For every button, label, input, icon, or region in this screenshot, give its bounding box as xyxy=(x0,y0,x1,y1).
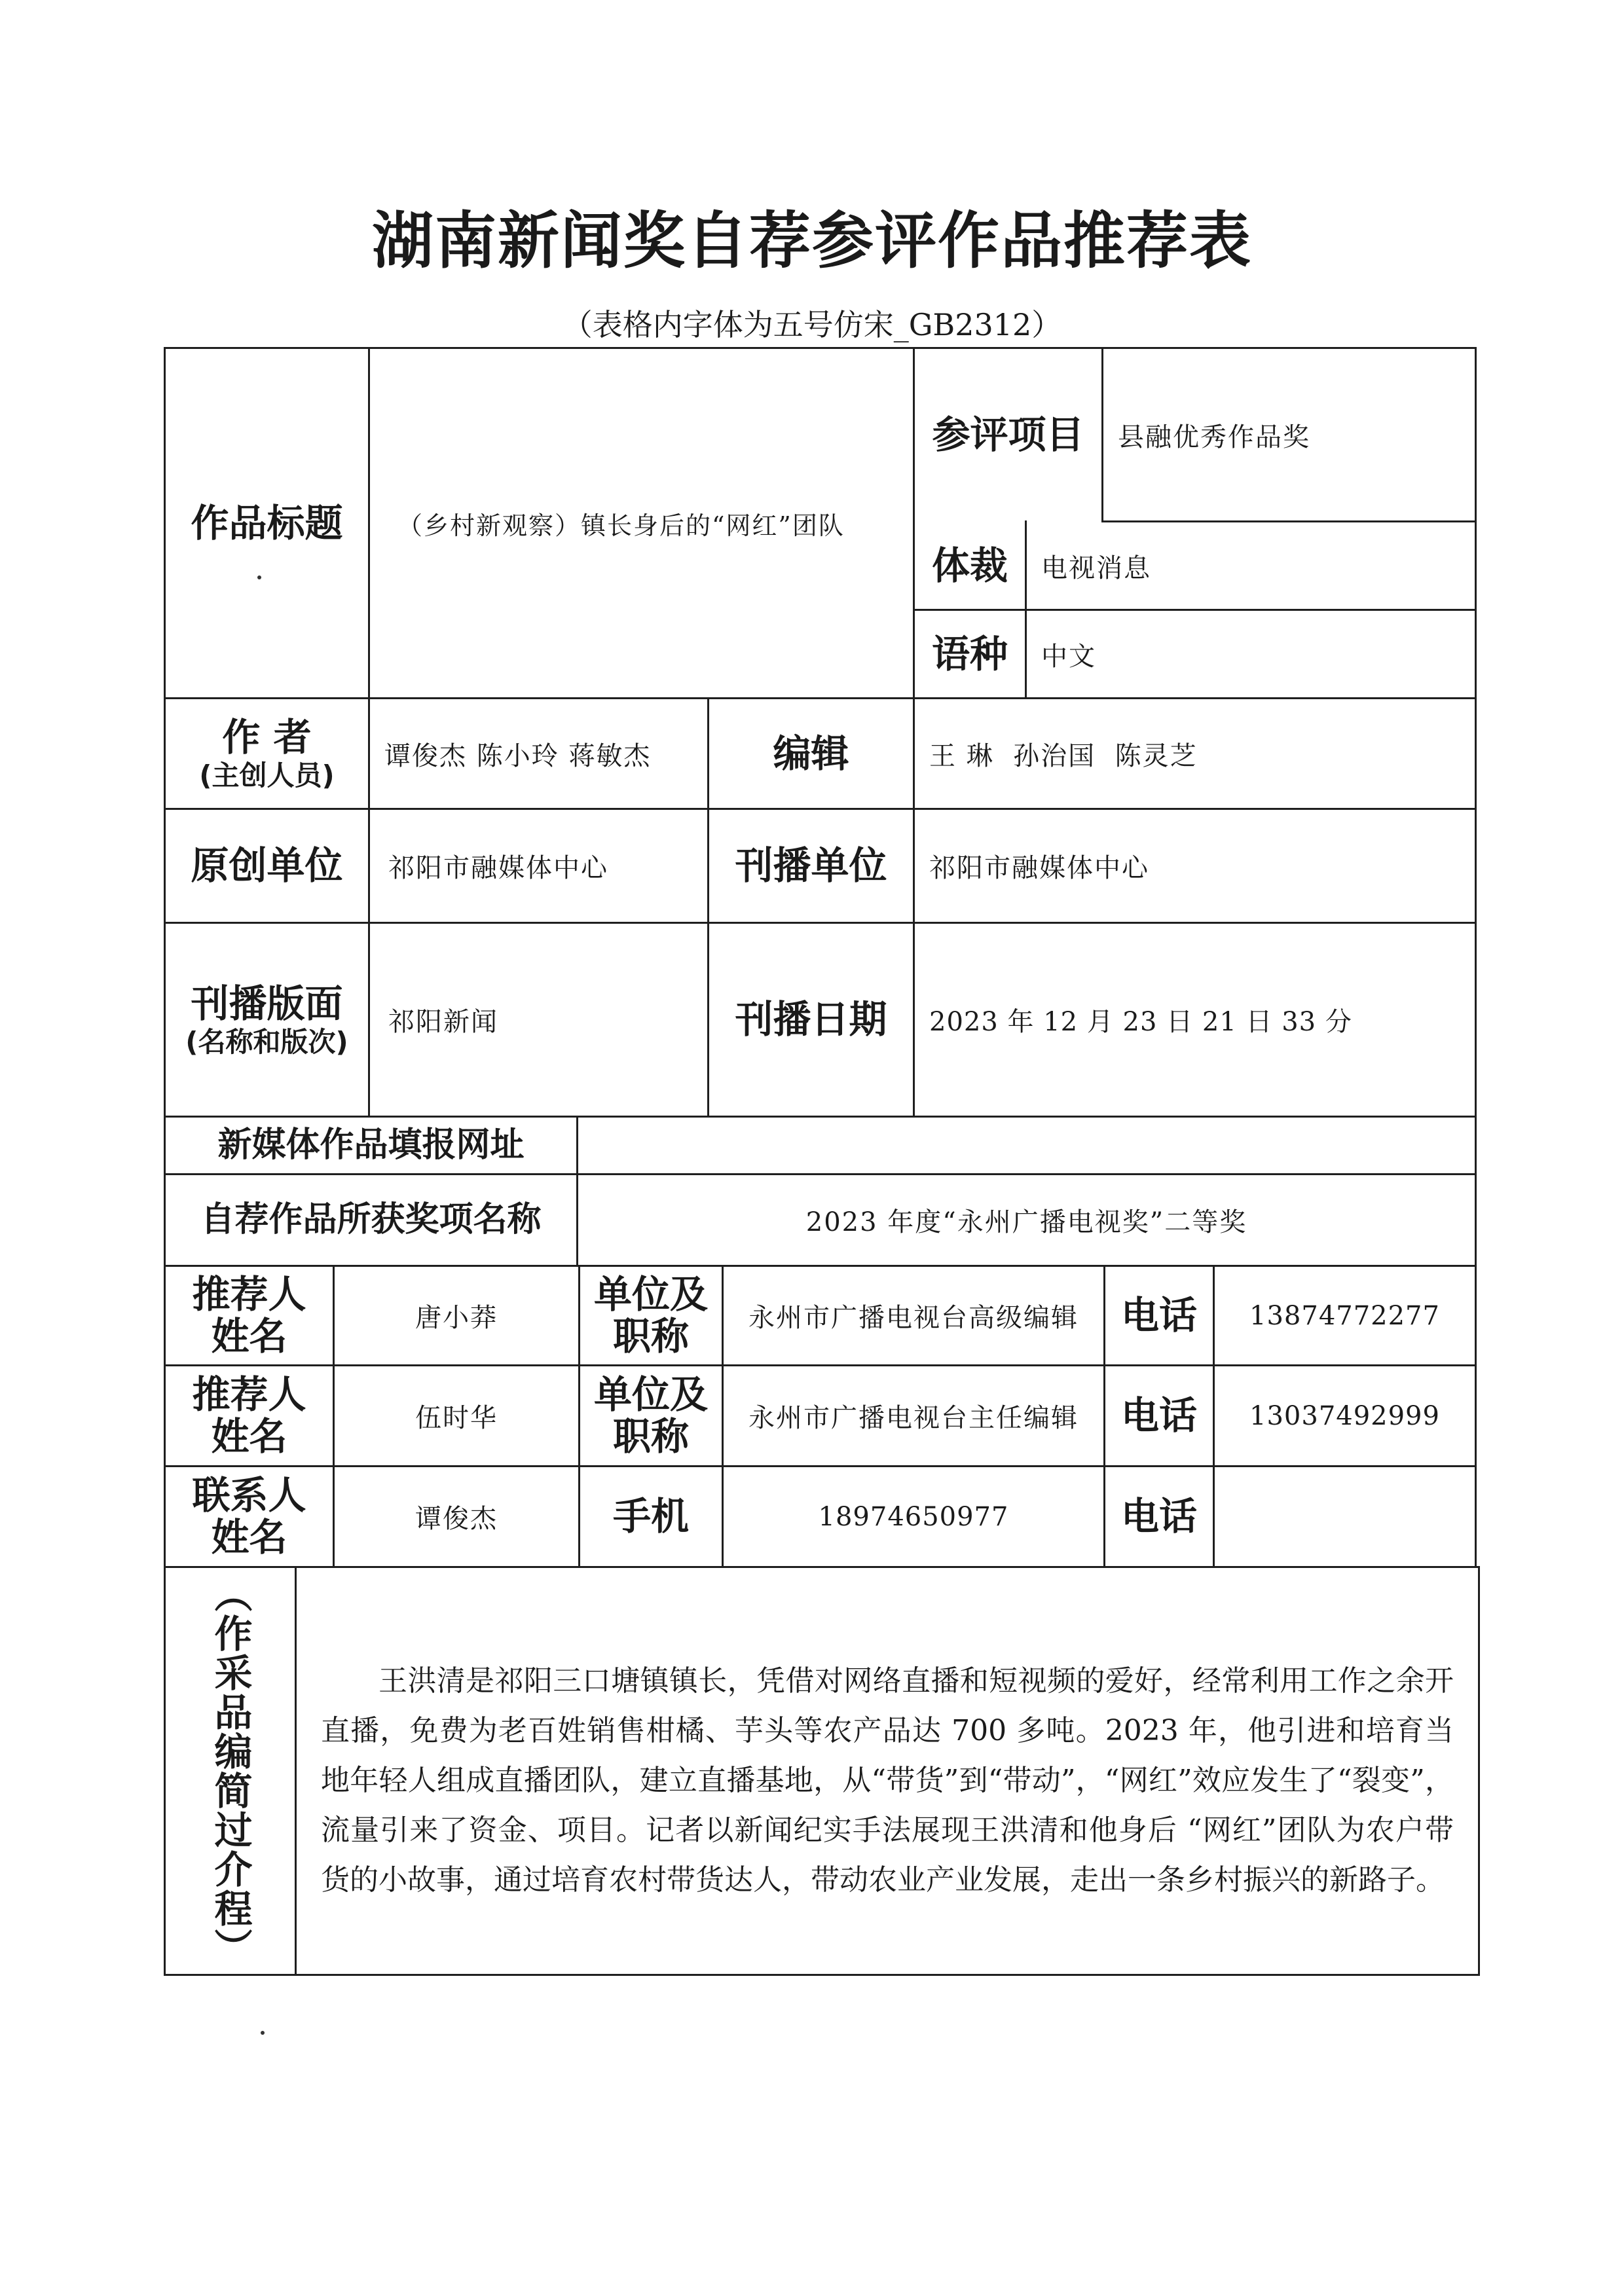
recommender-2-phone-label: 电话 xyxy=(1120,1393,1197,1438)
origin-unit-value: 祁阳市融媒体中心 xyxy=(388,853,608,883)
recommender-2-position: 永州市广播电视台主任编辑 xyxy=(748,1403,1079,1433)
publish-date-label: 刊播日期 xyxy=(735,997,887,1042)
award-value: 2023 年度“永州广播电视奖”二等奖 xyxy=(805,1207,1247,1237)
contact-name-label: 联系人姓名 xyxy=(192,1472,306,1559)
process-label: （作采品编简过介程） xyxy=(208,1575,253,1967)
category-label: 参评项目 xyxy=(932,412,1084,457)
recommender-2-name-label: 推荐人姓名 xyxy=(192,1372,306,1459)
scan-speck xyxy=(261,2031,265,2035)
editor-label: 编辑 xyxy=(773,731,849,776)
publish-page-sublabel: (名称和版次) xyxy=(185,1025,348,1058)
author-sublabel: (主创人员) xyxy=(199,759,335,792)
publish-page-value: 祁阳新闻 xyxy=(388,1007,498,1037)
contact-name: 谭俊杰 xyxy=(415,1504,498,1534)
scan-speck xyxy=(257,575,261,579)
recommender-2-phone: 13037492999 xyxy=(1249,1400,1440,1431)
genre-label: 体裁 xyxy=(931,543,1008,588)
work-title-value: （乡村新观察）镇长身后的“网红”团队 xyxy=(397,511,845,540)
genre-value: 电视消息 xyxy=(1041,553,1151,583)
publish-date-value: 2023 年 12 月 23 日 21 日 33 分 xyxy=(929,1007,1352,1037)
recommender-2-position-label: 单位及职称 xyxy=(593,1372,708,1459)
recommender-1-name: 唐小莽 xyxy=(415,1303,498,1333)
publish-unit-label: 刊播单位 xyxy=(735,843,887,888)
contact-mobile-label: 手机 xyxy=(612,1494,689,1539)
award-label: 自荐作品所获奖项名称 xyxy=(200,1199,542,1239)
document-title: 湖南新闻奖自荐参评作品推荐表 xyxy=(371,206,1252,277)
recommender-1-phone: 13874772277 xyxy=(1249,1300,1440,1331)
recommender-1-phone-label: 电话 xyxy=(1120,1293,1197,1338)
recommender-1-position-label: 单位及职称 xyxy=(593,1271,708,1358)
contact-phone-label: 电话 xyxy=(1120,1494,1197,1539)
publish-unit-value: 祁阳市融媒体中心 xyxy=(929,853,1149,883)
contact-phone xyxy=(1215,1467,1475,1566)
publish-page-label: 刊播版面 (名称和版次) xyxy=(185,981,348,1058)
author-value: 谭俊杰 陈小玲 蒋敏杰 xyxy=(384,740,652,771)
editor-value: 王 琳 孙治国 陈灵芝 xyxy=(929,740,1198,771)
document-subtitle: （表格内字体为五号仿宋_GB2312） xyxy=(562,307,1062,342)
category-value: 县融优秀作品奖 xyxy=(1118,422,1310,452)
contact-mobile: 18974650977 xyxy=(818,1501,1009,1532)
author-label: 作 者 (主创人员) xyxy=(199,715,335,792)
new-media-url-label: 新媒体作品填报网址 xyxy=(217,1125,525,1165)
language-label: 语种 xyxy=(931,631,1008,676)
process-text: 王洪清是祁阳三口塘镇镇长，凭借对网络直播和短视频的爱好，经常利用工作之余开直播，免费为老百姓销售柑橘、芋头等农产品达 700 多吨。2023 年，他引进和培育当地年轻人组成直播团队，建立直播基地，从“带货”到“带动”，“网红”效应发生了“裂变”，流量引来了资金、项目。记者以新闻纪实手法展现王洪清和他身后 “网红”团队为农户带货的小故事，通过培育农村带货达人，带动农业产业发展，走出一条乡村振兴的新路子。 xyxy=(321,1664,1454,1897)
work-title-label: 作品标题 xyxy=(191,500,343,545)
recommender-1-name-label: 推荐人姓名 xyxy=(192,1271,306,1358)
new-media-url-value xyxy=(578,1118,1475,1173)
origin-unit-label: 原创单位 xyxy=(191,843,343,888)
recommender-1-position: 永州市广播电视台高级编辑 xyxy=(748,1303,1079,1333)
language-value: 中文 xyxy=(1041,641,1096,672)
recommender-2-name: 伍时华 xyxy=(415,1403,498,1433)
